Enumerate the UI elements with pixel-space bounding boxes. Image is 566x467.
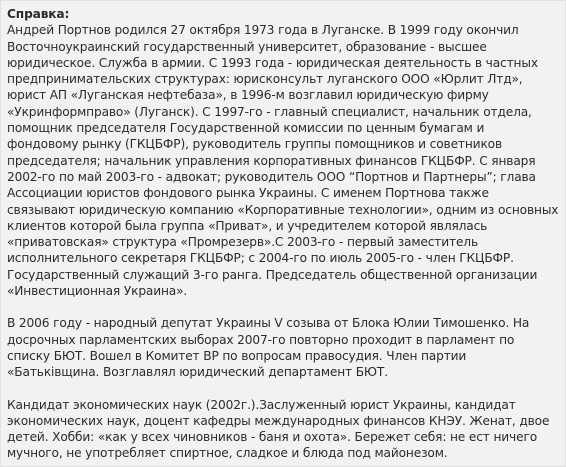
paragraph-spacer: [7, 299, 559, 315]
bio-paragraph-career: Андрей Портнов родился 27 октября 1973 года в Луганске. В 1999 году окончил Восточноукраинский государственный университет, образование - высшее юридическое. Служба в армии. С 1993 года - юридическая деятельность в частных предпринимательских структурах: юрисконсульт луганского ООО «Юрлит Лтд», юрист АП «Луганская нефтебаза», в 1996-м возглавил юридическую фирму «Укринформправо» (Луганск). С 1997-го - главный специалист, начальник отдела, помощник председателя Государственной комиссии по ценным бумагам и фондовому рынку (ГКЦБФР), руководитель группы помощников и советников председателя; начальник управления корпоративных финансов ГКЦБФР. С января 2002-го по май 2003-го - адвокат; руководитель ООО “Портнов и Партнеры”; глава Ассоциации юристов фондового рынка Украины. С именем Портнова также связывают юридическую компанию «Корпоративные технологии», одним из основных клиентов которой была группа «Приват», и учредителем которой являлась «приватовская» структура «Промрезерв».С 2003-го - первый заместитель исполнительного секретаря ГКЦБФР; с 2004-го по июль 2005-го - член ГКЦБФР. Государственный служащий 3-го ранга. Председатель общественной организации «Инвестиционная Украина».: [7, 23, 559, 299]
bio-paragraph-personal: Кандидат экономических наук (2002г.).Заслуженный юрист Украины, кандидат экономических наук, доцент кафедры международных финансов КНЭУ. Женат, двое детей. Хобби: «как у всех чиновников - баня и охота». Бережет себя: не ест ничего мучного, не употребляет спиртное, сладкое и блюда под майонезом.: [7, 397, 550, 461]
section-heading: Справка:: [7, 7, 70, 21]
bio-paragraph-parliament: В 2006 году - народный депутат Украины V созыва от Блока Юлии Тимошенко. На досрочных парламентских выборах 2007-го повторно проходит в парламент по списку БЮТ. Вошел в Комитет ВР по вопросам правосудия. Член партии «Батьківщина. Возглавлял юридический департамент БЮТ.: [7, 316, 530, 380]
paragraph-spacer: [7, 381, 559, 397]
